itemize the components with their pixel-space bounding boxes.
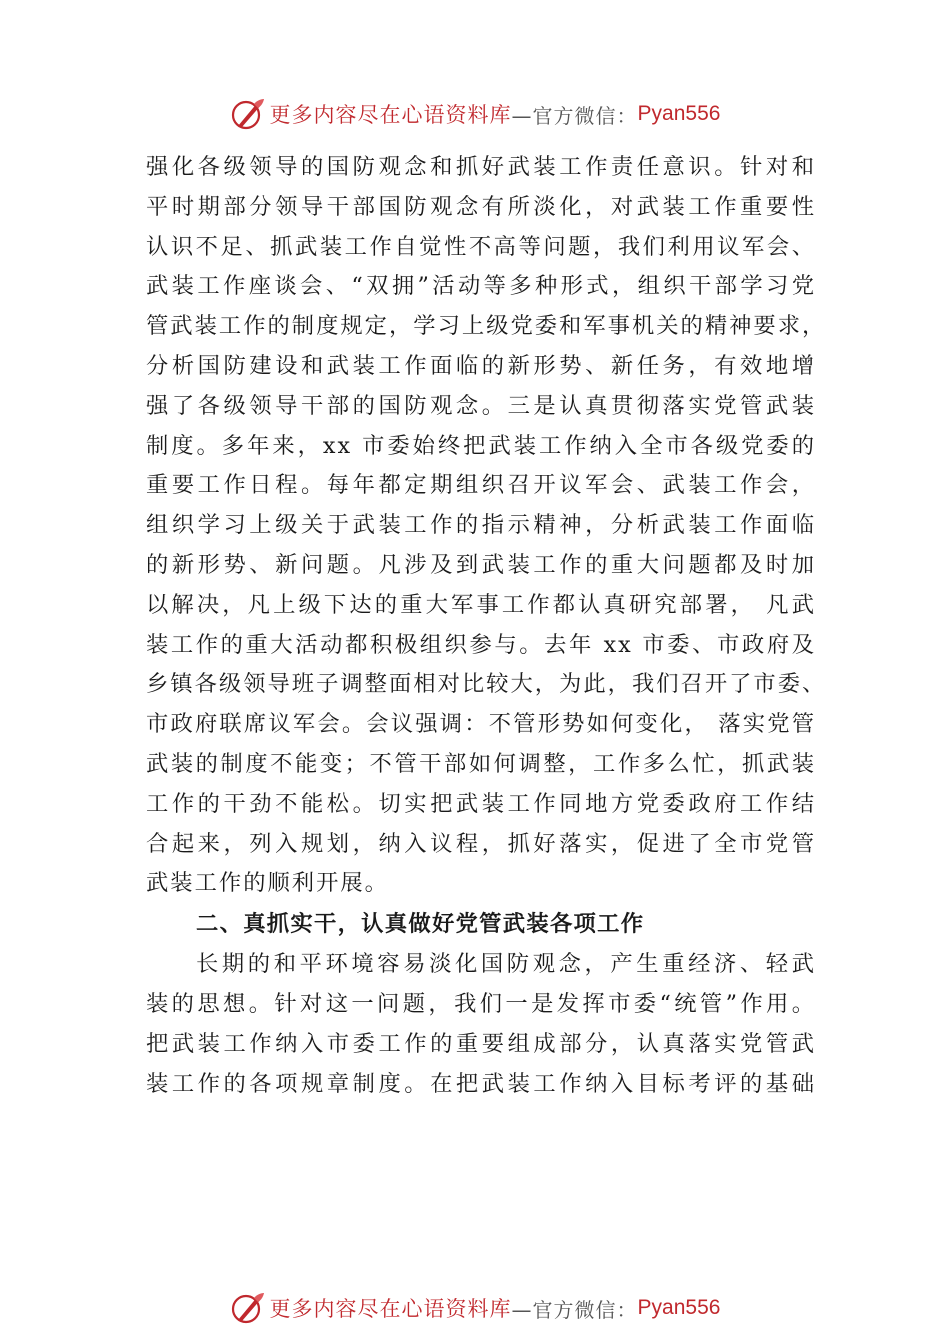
text-line: 强了各级领导干部的国防观念。三是认真贯彻落实党管武装 <box>146 392 816 419</box>
text-line: 制度。多年来，xx 市委始终把武装工作纳入全市各级党委的 <box>146 432 816 459</box>
text-line: 市政府联席议军会。会议强调：不管形势如何变化， 落实党管 <box>146 711 816 738</box>
text-line: 武装工作的顺利开展。 <box>146 870 389 897</box>
footer-banner <box>0 1288 950 1328</box>
text-line: 的新形势、新问题。凡涉及到武装工作的重大问题都及时加 <box>146 551 816 578</box>
text-line: 平时期部分领导干部国防观念有所淡化，对武装工作重要性 <box>146 193 816 220</box>
text-line: 强化各级领导的国防观念和抓好武装工作责任意识。针对和 <box>146 154 816 180</box>
section-heading: 二、真抓实干，认真做好党管武装各项工作 <box>196 911 645 938</box>
banner-label: —官方微信： <box>511 1297 638 1322</box>
text-line: 管武装工作的制度规定，学习上级党委和军事机关的精神要求， <box>146 313 827 340</box>
document-body <box>146 148 827 1104</box>
text-line: 武装的制度不能变；不管干部如何调整，工作多么忙，抓武装 <box>146 750 816 777</box>
text-line: 长期的和平环境容易淡化国防观念，产生重经济、轻武 <box>196 951 816 978</box>
text-line: 装工作的重大活动都积极组织参与。去年 xx 市委、市政府及 <box>146 631 816 658</box>
text-line: 乡镇各级领导班子调整面相对比较大，为此，我们召开了市委、 <box>146 671 827 698</box>
text-line: 分析国防建设和武装工作面临的新形势、新任务，有效地增 <box>146 352 816 379</box>
quill-pen-logo-icon <box>230 96 266 132</box>
text-line: 合起来，列入规划，纳入议程，抓好落实，促进了全市党管 <box>146 830 816 857</box>
quill-pen-logo-icon <box>230 1290 266 1326</box>
banner-wechat-id: Pyan556 <box>637 102 721 125</box>
banner-wechat-id: Pyan556 <box>637 1296 721 1319</box>
banner-brand: 更多内容尽在心语资料库 <box>269 103 512 127</box>
text-line: 认识不足、抓武装工作自觉性不高等问题，我们利用议军会、 <box>146 233 816 260</box>
text-line: 把武装工作纳入市委工作的重要组成部分，认真落实党管武 <box>146 1030 816 1057</box>
header-banner <box>0 94 950 134</box>
text-line: 组织学习上级关于武装工作的指示精神，分析武装工作面临 <box>146 512 816 539</box>
banner-label: —官方微信： <box>511 103 638 128</box>
text-line: 武装工作座谈会、“双拥”活动等多种形式，组织干部学习党 <box>146 273 816 300</box>
banner-brand: 更多内容尽在心语资料库 <box>269 1297 512 1321</box>
text-line: 装工作的各项规章制度。在把武装工作纳入目标考评的基础 <box>146 1070 816 1097</box>
text-line: 装的思想。针对这一问题，我们一是发挥市委“统管”作用。 <box>146 990 816 1017</box>
text-line: 以解决，凡上级下达的重大军事工作都认真研究部署， 凡武 <box>146 591 816 618</box>
text-line: 工作的干劲不能松。切实把武装工作同地方党委政府工作结 <box>146 790 816 817</box>
text-line: 重要工作日程。每年都定期组织召开议军会、武装工作会， <box>146 472 816 499</box>
